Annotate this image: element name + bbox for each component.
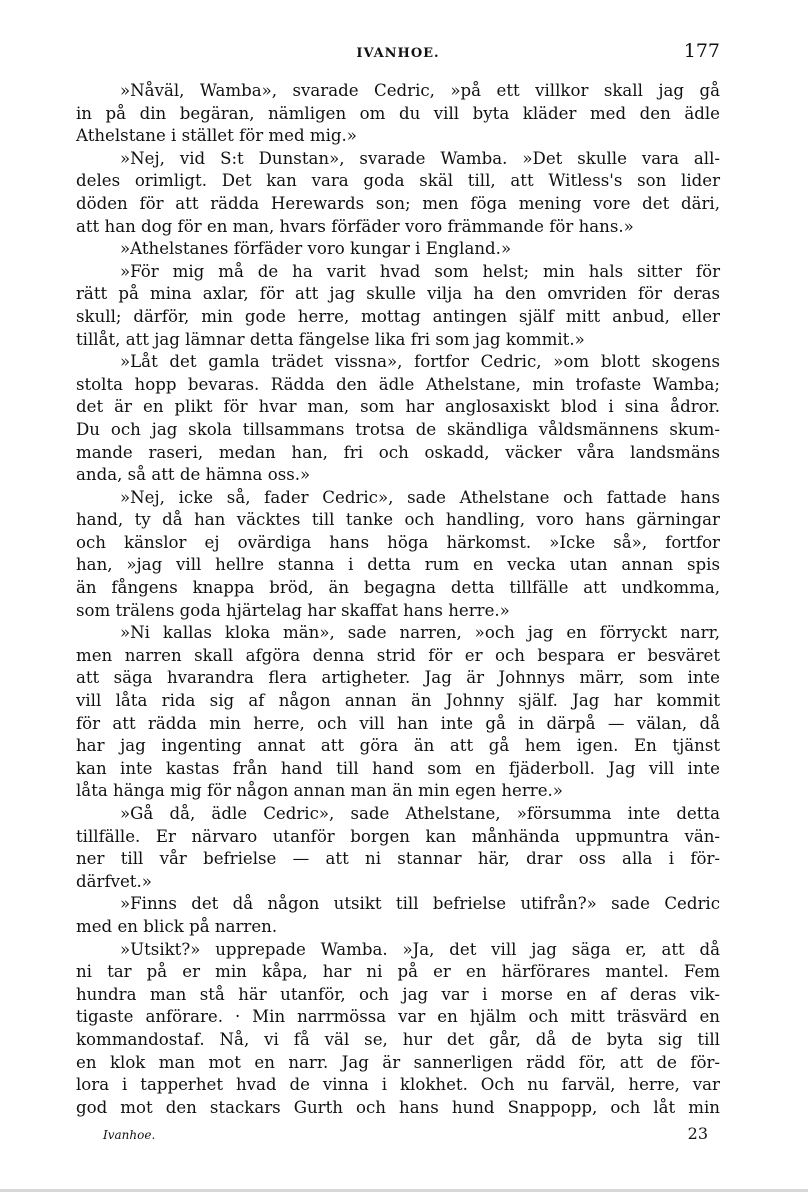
text-line: mande raseri, medan han, fri och oskadd, väcker våra landsmäns bbox=[76, 442, 720, 462]
text-line: har jag ingenting annat att göra än att gå hem igen. En tjänst bbox=[76, 736, 720, 756]
text-line: att han dog för en man, hvars förfäder voro främmande för hans.» bbox=[76, 216, 634, 236]
text-line: men narren skall afgöra denna strid för er och bespara er besväret bbox=[76, 645, 720, 665]
text-line: kan inte kastas från hand till hand som en fjäderboll. Jag vill inte bbox=[76, 758, 720, 778]
text-line: hundra man stå här utanför, och jag var i morse en af deras vik- bbox=[76, 984, 720, 1004]
page-number: 177 bbox=[683, 40, 720, 62]
text-line: deles orimligt. Det kan vara goda skäl till, att Witless's son lider bbox=[76, 171, 720, 191]
text-line: döden för att rädda Herewards son; men föga mening vore det däri, bbox=[76, 193, 720, 213]
running-title: IVANHOE. bbox=[356, 46, 440, 61]
text-line: »Utsikt?» upprepade Wamba. »Ja, det vill jag säga er, att då bbox=[120, 939, 720, 959]
text-line: ner till vår befrielse — att ni stannar här, drar oss alla i för- bbox=[76, 849, 720, 869]
text-line: god mot den stackars Gurth och hans hund Snappopp, och låt min bbox=[76, 1097, 720, 1117]
printer-signature-title: Ivanhoe. bbox=[103, 1128, 156, 1142]
text-line: och känslor ej ovärdiga hans höga härkomst. »Icke så», fortfor bbox=[76, 532, 720, 552]
text-line: »Athelstanes förfäder voro kungar i England.» bbox=[120, 239, 512, 259]
text-line: in på din begäran, nämligen om du vill byta kläder med den ädle bbox=[76, 103, 720, 123]
text-line: tigaste anförare. · Min narrmössa var en hjälm och mitt träsvärd en bbox=[76, 1007, 720, 1027]
text-line: stolta hopp bevaras. Rädda den ädle Athelstane, min trofaste Wamba; bbox=[76, 374, 720, 394]
text-line: därfvet.» bbox=[76, 871, 152, 891]
text-line: en klok man mot en narr. Jag är sannerligen rädd för, att de för- bbox=[76, 1052, 720, 1072]
text-line: att säga hvarandra flera artigheter. Jag är Johnnys märr, som inte bbox=[76, 668, 720, 688]
text-line: vill låta rida sig af någon annan än Johnny själf. Jag har kommit bbox=[76, 691, 720, 711]
text-line: tillfälle. Er närvaro utanför borgen kan månhända uppmuntra vän- bbox=[76, 826, 720, 846]
text-line: han, »jag vill hellre stanna i detta rum en vecka utan annan spis bbox=[76, 555, 720, 575]
text-line: Du och jag skola tillsammans trotsa de skändliga våldsmännens skum- bbox=[76, 419, 720, 439]
text-line: lora i tapperhet hvad de vinna i klokhet. Och nu farväl, herre, var bbox=[76, 1075, 720, 1095]
text-line: anda, så att de hämna oss.» bbox=[76, 465, 311, 485]
text-line: »Låt det gamla trädet vissna», fortfor Cedric, »om blott skogens bbox=[120, 352, 720, 372]
text-line: än fångens knappa bröd, än begagna detta tillfälle att undkomma, bbox=[76, 578, 720, 598]
text-line: kommandostaf. Nå, vi få väl se, hur det går, då de byta sig till bbox=[76, 1029, 720, 1049]
text-line: det är en plikt för hvar man, som har anglosaxiskt blod i sina ådror. bbox=[76, 397, 720, 417]
text-line: tillåt, att jag lämnar detta fängelse lika fri som jag kommit.» bbox=[76, 329, 585, 349]
text-line: för att rädda min herre, och vill han inte gå in därpå — välan, då bbox=[76, 713, 720, 733]
text-line: »Finns det då någon utsikt till befrielse utifrån?» sade Cedric bbox=[120, 894, 720, 914]
page-footer bbox=[103, 1124, 708, 1146]
text-line: »Nej, icke så, fader Cedric», sade Athelstane och fattade hans bbox=[120, 487, 720, 507]
text-line: »Nåväl, Wamba», svarade Cedric, »på ett villkor skall jag gå bbox=[120, 81, 720, 100]
text-line: rätt på mina axlar, för att jag skulle vilja ha den omvriden för deras bbox=[76, 284, 720, 304]
text-line: »För mig må de ha varit hvad som helst; min hals sitter för bbox=[120, 261, 720, 281]
text-line: Athelstane i stället för med mig.» bbox=[76, 126, 357, 146]
text-line: ni tar på er min kåpa, har ni på er en härförares mantel. Fem bbox=[76, 962, 720, 982]
text-line: som trälens goda hjärtelag har skaffat hans herre.» bbox=[76, 600, 510, 620]
text-line: låta hänga mig för någon annan man än min egen herre.» bbox=[76, 781, 563, 801]
text-line: »Gå då, ädle Cedric», sade Athelstane, »försumma inte detta bbox=[120, 804, 720, 823]
body-text bbox=[76, 80, 720, 1119]
text-line: »Nej, vid S:t Dunstan», svarade Wamba. »Det skulle vara all- bbox=[120, 148, 720, 168]
text-line: med en blick på narren. bbox=[76, 916, 278, 936]
text-line: hand, ty då han väcktes till tanke och handling, voro hans gärningar bbox=[76, 510, 720, 530]
printer-signature-number: 23 bbox=[687, 1124, 708, 1143]
text-line: »Ni kallas kloka män», sade narren, »och jag en förryckt narr, bbox=[120, 623, 720, 643]
page-header bbox=[76, 40, 720, 66]
text-line: skull; därför, min gode herre, mottag antingen själf mitt anbud, eller bbox=[76, 306, 720, 326]
